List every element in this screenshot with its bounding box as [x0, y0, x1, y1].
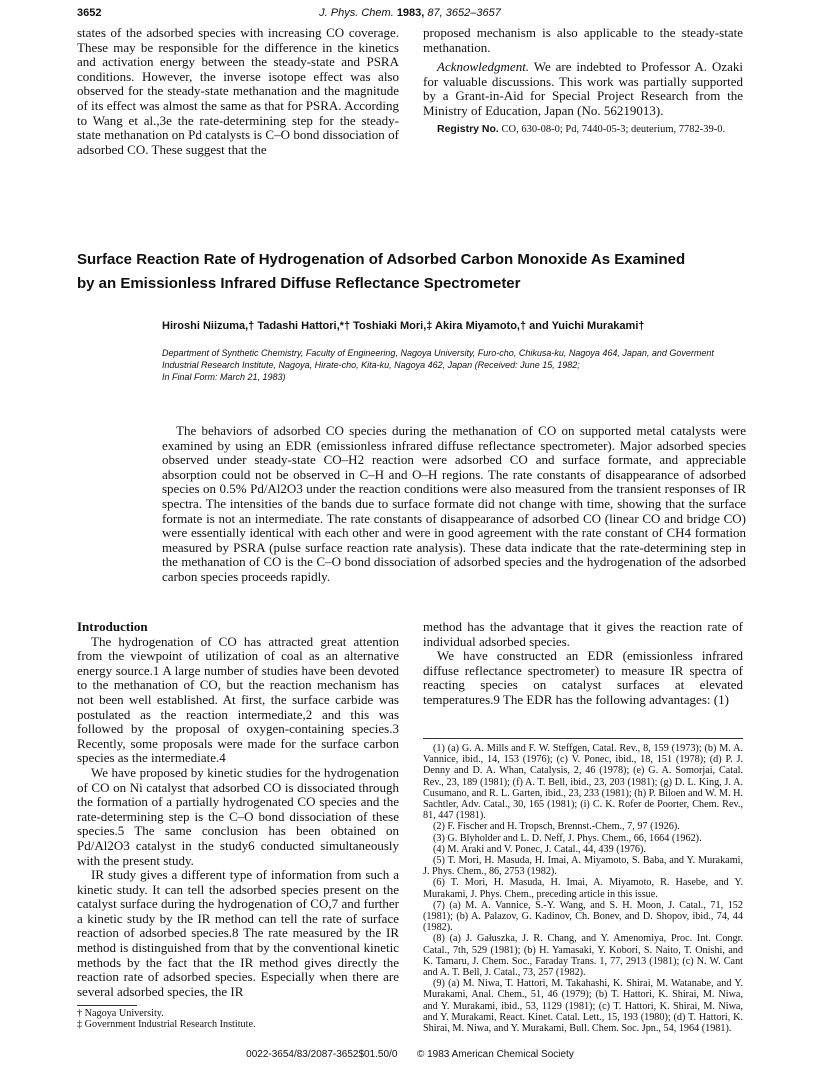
references-rule	[423, 738, 743, 739]
affiliation-line-3: In Final Form: March 21, 1983)	[162, 372, 286, 382]
references	[423, 743, 743, 1034]
article-title	[77, 248, 747, 296]
affiliation	[162, 347, 747, 383]
abstract-text: The behaviors of adsorbed CO species during the methanation of CO on supported metal catalysts were examined by using an EDR (emissionless infrared diffuse reflectance spectrometer). Major adsorbed species observed under steady-state CO–H2 reaction were adsorbed CO and surface formate, and appreciable absorption could not be observed in C–H and O–H regions. The rate constants of disappearance of adsorbed species on 0.5% Pd/Al2O3 under the reaction conditions were also measured from the transient responses of IR spectra. The intensities of the bands due to surface formate did not change with time, showing that the surface formate is not an intermediate. The rate constants of disappearance of adsorbed CO (linear CO and bridge CO) were essentially identical with each other and were in good agreement with the rate constant of CH4 formation measured by PSRA (pulse surface reaction rate analysis). These data indicate that the rate-determining step in the methanation of CO is the C–O bond dissociation of adsorbed species and the hydrogenation of the adsorbed carbon species proceeds rapidly.	[162, 423, 746, 584]
prev-article-left-column	[77, 26, 399, 157]
journal-year: 1983,	[396, 7, 425, 19]
acknowledgment-text: We are indebted to Professor A. Ozaki for valuable discussions. This work was partially supported by a Grant-in-Aid for Special Project Research from the Ministry of Education, Japan (No. 56219013).	[423, 59, 744, 118]
reference-item: (9) (a) M. Niwa, T. Hattori, M. Takahashi, K. Shirai, M. Watanabe, and Y. Murakami, Anal. Chem., 51, 46 (1979); (b) T. Hattori, K. Shirai, M. Niwa, and Y. Murakami, ibid., 53, 1129 (1981); (c) T. Hattori, K. Shirai, M. Niwa, and Y. Murakami, React. Kinet. Catal. Lett., 15, 193 (1980); (d) T. Hattori, K. Shirai, M. Niwa, and Y. Murakami, Bull. Chem. Soc. Jpn., 54, 1964 (1981).	[423, 978, 743, 1035]
page-footer	[0, 1049, 820, 1060]
prev-article-text: states of the adsorbed species with increasing CO coverage. These may be responsible for the difference in the kinetics and activation energy between the steady-state and PSRA conditions. However, the inverse isotope effect was also observed for the steady-state methanation and the magnitude of its effect was almost the same as that for PSRA. According to Wang et al.,3e the rate-determining step for the steady-state methanation on Pd catalysts is C–O bond dissociation of adsorbed CO. These suggest that the	[77, 25, 399, 157]
affiliation-line-1: Department of Synthetic Chemistry, Faculty of Engineering, Nagoya University, Furo-cho, Chikusa-ku, Nagoya 464, Japan, and Goverment	[162, 348, 714, 358]
reference-item: (2) F. Fischer and H. Tropsch, Brennst.-Chem., 7, 97 (1926).	[433, 821, 680, 833]
intro-right-column	[423, 620, 743, 708]
intro-paragraph-2: We have proposed by kinetic studies for the hydrogenation of CO on Ni catalyst that adsorbed CO is dissociated through the formation of a partially hydrogenated CO species and the rate-determining step is the C–O bond dissociation of these species.5 The same conclusion has been obtained on Pd/Al2O3 catalyst in the study6 conducted simultaneously with the present study.	[77, 764, 399, 868]
running-header	[0, 7, 820, 19]
author-list: Hiroshi Niizuma,† Tadashi Hattori,*† Toshiaki Mori,‡ Akira Miyamoto,† and Yuichi Murakami†	[162, 320, 645, 332]
prev-article-right-column	[423, 26, 743, 136]
intro-right-paragraph-2: We have constructed an EDR (emissionless infrared diffuse reflectance spectrometer) to measure IR spectra of reacting species on catalyst surfaces at elevated temperatures.9 The EDR has the following advantages: (1)	[423, 648, 743, 707]
footer-code: 0022-3654/83/2087-3652$01.50/0	[246, 1049, 398, 1060]
introduction-heading: Introduction	[77, 619, 148, 634]
intro-left-column	[77, 620, 399, 999]
registry-label: Registry No.	[437, 122, 499, 135]
registry-numbers	[423, 123, 743, 136]
intro-paragraph-3: IR study gives a different type of information from such a kinetic study. It can tell the adsorbed species present on the catalyst surface during the hydrogenation of CO,7 and further a kinetic study by the IR method can tell the rate of surface reaction of adsorbed species.8 The rate measured by the IR method is distinguished from that by the conventional kinetic methods by the fact that the IR method gives directly the reaction rate of adsorbed species. Especially when there are several adsorbed species, the IR	[77, 867, 399, 999]
intro-right-paragraph-1: method has the advantage that it gives the reaction rate of individual adsorbed species.	[423, 619, 743, 649]
affiliation-line-2: Industrial Research Institute, Nagoya, Hirate-cho, Kita-ku, Nagoya 462, Japan (Received: June 15, 1982;	[162, 360, 580, 370]
reference-item: (7) (a) M. A. Vannice, S.-Y. Wang, and S. H. Moon, J. Catal., 71, 152 (1981); (b) A. Palazov, G. Kadinov, Ch. Bonev, and D. Shopov, ibid., 74, 44 (1982).	[423, 899, 743, 934]
prev-article-conclusion: proposed mechanism is also applicable to the steady-state methanation.	[423, 25, 743, 55]
reference-item: (1) (a) G. A. Mills and F. W. Steffgen, Catal. Rev., 8, 159 (1973); (b) M. A. Vannice, ibid., 14, 153 (1976); (c) V. Ponec, ibid., 18, 151 (1978); (d) P. J. Denny and D. A. Whan, Catalysis, 2, 46 (1978); (e) G. A. Somorjai, Catal. Rev., 23, 189 (1981); (f) A. T. Bell, ibid., 23, 203 (1981); (g) D. L. King, J. A. Cusumano, and R. L. Garten, ibid., 23, 233 (1981); (h) P. Biloen and W. M. H. Sachtler, Adv. Catal., 30, 165 (1981); (i) C. K. Rofer de Poorter, Chem. Rev., 81, 447 (1981).	[423, 743, 743, 822]
affiliation-footnote-1: † Nagoya University.	[77, 1008, 164, 1019]
journal-name: J. Phys. Chem.	[319, 7, 394, 19]
affiliation-footnote-2: ‡ Government Industrial Research Institute.	[77, 1019, 256, 1031]
article-title-line-2: by an Emissionless Infrared Diffuse Reflectance Spectrometer	[77, 275, 521, 292]
intro-paragraph-1: The hydrogenation of CO has attracted great attention from the viewpoint of utilization of coal as an alternative energy source.1 A large number of studies have been devoted to the methanation of CO, but the reaction mechanism has not been well established. At first, the surface carbide was postulated as the reaction intermediate,2 and this was followed by the proposal of oxygen-containing species.3 Recently, some proposals were made for the surface carbon species as the intermediate.4	[77, 633, 399, 766]
affiliation-footnotes	[77, 1008, 399, 1030]
article-title-line-1: Surface Reaction Rate of Hydrogenation of Adsorbed Carbon Monoxide As Examined	[77, 251, 686, 268]
reference-item: (6) T. Mori, H. Masuda, H. Imai, A. Miyamoto, R. Hasebe, and Y. Murakami, J. Phys. Chem., preceding article in this issue.	[423, 877, 743, 900]
journal-citation: 87, 3652–3657	[427, 7, 501, 19]
footer-copyright: © 1983 American Chemical Society	[416, 1049, 574, 1060]
reference-item: (5) T. Mori, H. Masuda, H. Imai, A. Miyamoto, S. Baba, and Y. Murakami, J. Phys. Chem., 86, 2753 (1982).	[423, 855, 743, 878]
acknowledgment-label: Acknowledgment.	[437, 59, 530, 75]
reference-item: (8) (a) J. Gałuszka, J. R. Chang, and Y. Amenomiya, Proc. Int. Congr. Catal., 7th, 529 (1981); (b) H. Yamasaki, Y. Kobori, S. Naito, T. Onishi, and K. Tamaru, J. Chem. Soc., Faraday Trans. 1, 77, 2913 (1981); (c) N. W. Cant and A. T. Bell, J. Catal., 73, 257 (1982).	[423, 933, 743, 979]
reference-item: (3) G. Blyholder and L. D. Neff, J. Phys. Chem., 66, 1664 (1962).	[433, 832, 702, 844]
reference-item: (4) M. Araki and V. Ponec, J. Catal., 44, 439 (1976).	[433, 843, 646, 855]
registry-text: CO, 630-08-0; Pd, 7440-05-3; deuterium, 7782-39-0.	[501, 123, 726, 135]
footnote-rule-left	[77, 1005, 137, 1006]
page-number: 3652	[77, 7, 102, 19]
acknowledgment	[423, 60, 743, 118]
abstract	[162, 424, 746, 585]
